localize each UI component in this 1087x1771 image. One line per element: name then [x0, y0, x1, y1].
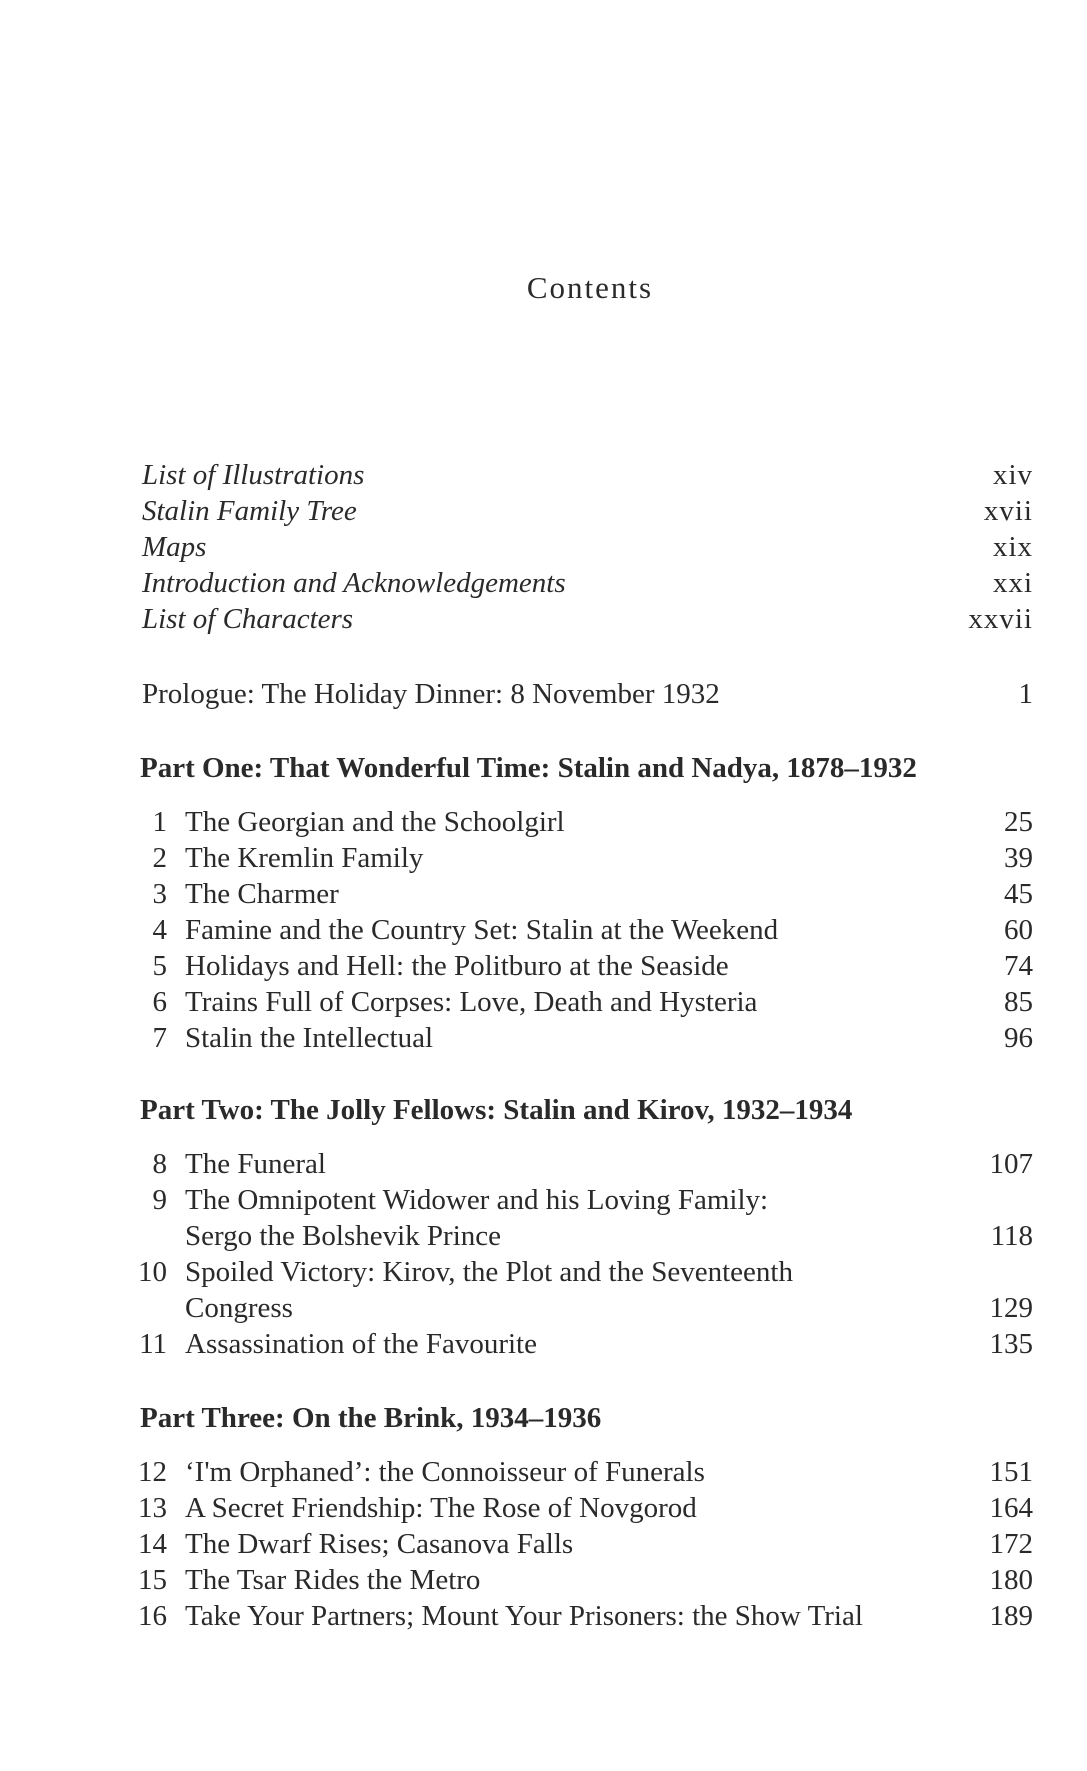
chapter-title: Assassination of the Favourite [185, 1328, 537, 1360]
toc-entry[interactable] [0, 493, 1087, 529]
chapter-title: The Georgian and the Schoolgirl [185, 806, 565, 838]
chapter-entry[interactable] [0, 876, 1087, 912]
part-heading [0, 1400, 1087, 1436]
chapter-title: The Kremlin Family [185, 842, 424, 874]
part-title: Part One: That Wonderful Time: Stalin and Nadya, 1878–1932 [140, 752, 917, 784]
chapter-number: 14 [138, 1528, 167, 1560]
chapter-entry[interactable] [0, 840, 1087, 876]
chapter-entry[interactable] [0, 948, 1087, 984]
page-number: 164 [989, 1492, 1033, 1524]
page-number: 96 [1004, 1022, 1033, 1054]
chapter-entry[interactable] [0, 1526, 1087, 1562]
chapter-entry[interactable] [0, 1182, 1087, 1218]
part-heading [0, 750, 1087, 786]
chapter-title: Trains Full of Corpses: Love, Death and Hysteria [185, 986, 758, 1018]
chapter-title: Spoiled Victory: Kirov, the Plot and the Seventeenth [185, 1256, 793, 1288]
chapter-entry[interactable] [0, 984, 1087, 1020]
entry-title: Maps [142, 531, 207, 563]
page-number: 129 [989, 1292, 1033, 1324]
chapter-number: 2 [152, 842, 167, 874]
page-number: 60 [1004, 914, 1033, 946]
entry-title: List of Illustrations [142, 459, 365, 491]
chapter-entry[interactable] [0, 1254, 1087, 1290]
chapter-number: 10 [138, 1256, 167, 1288]
chapter-number: 7 [152, 1022, 167, 1054]
page-number: 39 [1004, 842, 1033, 874]
chapter-number: 11 [139, 1328, 167, 1360]
chapter-number: 3 [152, 878, 167, 910]
chapter-entry[interactable] [0, 1454, 1087, 1490]
page-number: 45 [1004, 878, 1033, 910]
chapter-number: 16 [138, 1600, 167, 1632]
chapter-entry[interactable] [0, 1562, 1087, 1598]
chapter-entry[interactable] [0, 1290, 1087, 1326]
chapter-title: Congress [185, 1292, 293, 1324]
chapter-title: Stalin the Intellectual [185, 1022, 434, 1054]
chapter-title: The Funeral [185, 1148, 326, 1180]
entry-title: Introduction and Acknowledgements [142, 567, 566, 599]
page-number: 151 [989, 1456, 1033, 1488]
toc-entry[interactable] [0, 565, 1087, 601]
page-number: 74 [1004, 950, 1033, 982]
part-heading [0, 1092, 1087, 1128]
chapter-number: 4 [152, 914, 167, 946]
chapter-number: 6 [152, 986, 167, 1018]
chapter-title: Take Your Partners; Mount Your Prisoners: the Show Trial [185, 1600, 863, 1632]
chapter-entry[interactable] [0, 1326, 1087, 1362]
chapter-title: ‘I'm Orphaned’: the Connoisseur of Funerals [185, 1456, 705, 1488]
chapter-title: Sergo the Bolshevik Prince [185, 1220, 502, 1252]
entry-title: Stalin Family Tree [142, 495, 357, 527]
chapter-title: A Secret Friendship: The Rose of Novgorod [185, 1492, 697, 1524]
page-number: xiv [992, 459, 1033, 491]
chapter-entry[interactable] [0, 1218, 1087, 1254]
page-number: 1 [1018, 678, 1033, 710]
page-number: xix [992, 531, 1033, 563]
page-title: Contents [526, 270, 654, 305]
chapter-title: Holidays and Hell: the Politburo at the Seaside [185, 950, 729, 982]
chapter-title: The Dwarf Rises; Casanova Falls [185, 1528, 574, 1560]
page-number: 172 [989, 1528, 1033, 1560]
chapter-number: 12 [138, 1456, 167, 1488]
chapter-entry[interactable] [0, 1598, 1087, 1634]
chapter-entry[interactable] [0, 1490, 1087, 1526]
toc-entry[interactable] [0, 529, 1087, 565]
entry-title: Prologue: The Holiday Dinner: 8 November 1932 [142, 678, 720, 710]
toc-entry[interactable] [0, 457, 1087, 493]
entry-title: List of Characters [142, 603, 354, 635]
page-number: xvii [983, 495, 1033, 527]
page-number: 135 [989, 1328, 1033, 1360]
chapter-number: 9 [152, 1184, 167, 1216]
chapter-title: Famine and the Country Set: Stalin at the Weekend [185, 914, 779, 946]
chapter-entry[interactable] [0, 1146, 1087, 1182]
chapter-number: 5 [152, 950, 167, 982]
page-number: 180 [989, 1564, 1033, 1596]
chapter-number: 13 [138, 1492, 167, 1524]
chapter-entry[interactable] [0, 804, 1087, 840]
page-number: xxvii [968, 603, 1033, 635]
chapter-title: The Omnipotent Widower and his Loving Family: [185, 1184, 769, 1216]
part-title: Part Two: The Jolly Fellows: Stalin and Kirov, 1932–1934 [140, 1094, 853, 1126]
page-number: xxi [992, 567, 1033, 599]
chapter-entry[interactable] [0, 912, 1087, 948]
chapter-title: The Charmer [185, 878, 339, 910]
toc-entry[interactable] [0, 601, 1087, 637]
chapter-title: The Tsar Rides the Metro [185, 1564, 481, 1596]
page-number: 107 [989, 1148, 1033, 1180]
chapter-number: 15 [138, 1564, 167, 1596]
page-number: 25 [1004, 806, 1033, 838]
prologue-entry[interactable] [0, 676, 1087, 712]
chapter-number: 1 [152, 806, 167, 838]
page-number: 85 [1004, 986, 1033, 1018]
page-number: 118 [990, 1220, 1033, 1252]
page-number: 189 [989, 1600, 1033, 1632]
chapter-entry[interactable] [0, 1020, 1087, 1056]
part-title: Part Three: On the Brink, 1934–1936 [140, 1402, 602, 1434]
chapter-number: 8 [152, 1148, 167, 1180]
